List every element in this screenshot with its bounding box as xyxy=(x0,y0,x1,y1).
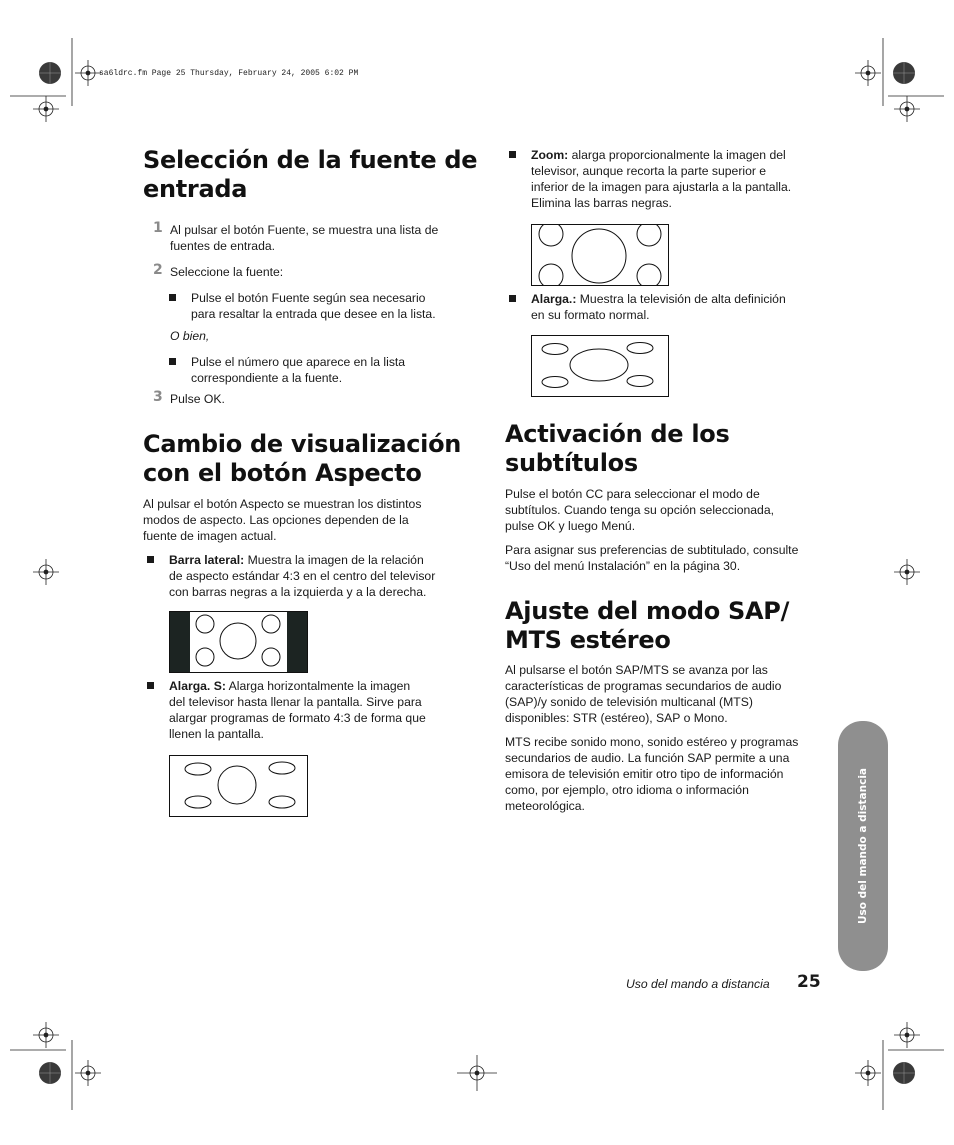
title-line: Activación de los xyxy=(505,420,730,448)
file-slug: sa6ldrc.fm Page 25 Thursday, February 24, 2005 6:02 PM xyxy=(99,69,359,78)
bullet-alarga xyxy=(531,291,786,323)
bullet-text: inferior de la imagen para ajustarla a la pantalla. xyxy=(531,180,792,194)
title-line: MTS estéreo xyxy=(505,626,671,654)
page-number: 25 xyxy=(797,972,821,992)
step-text: Pulse OK. xyxy=(170,392,225,406)
section-title-sap-mts xyxy=(505,597,789,655)
aspect-diagram-zoom xyxy=(531,224,669,286)
bullet-label: Zoom: xyxy=(531,148,569,162)
step-text: Seleccione la fuente: xyxy=(170,265,284,279)
title-line: con el botón Aspecto xyxy=(143,459,422,487)
bullet-alarga-s xyxy=(169,678,426,742)
paragraph-line: emisora de televisión emitir otro tipo de información xyxy=(505,767,784,781)
paragraph-line: subtítulos. Cuando tenga su opción seleccionada, xyxy=(505,503,774,517)
paragraph-line: (SAP)/y sonido de televisión multicanal (MTS) xyxy=(505,695,753,709)
paragraph-line: como, por ejemplo, otro idioma o información xyxy=(505,783,749,797)
title-line: Selección de la fuente de xyxy=(143,146,478,174)
bullet-zoom xyxy=(531,147,791,211)
paragraph-line: disponibles: STR (estéreo), SAP o Mono. xyxy=(505,711,728,725)
bullet-fuente xyxy=(191,290,436,322)
bullet-text: Muestra la televisión de alta definición xyxy=(576,292,786,306)
bullet-square xyxy=(147,682,154,689)
title-line: entrada xyxy=(143,175,248,203)
black-bar-left xyxy=(170,612,190,672)
bullet-square xyxy=(147,556,154,563)
bullet-label: Alarga.: xyxy=(531,292,577,306)
aspecto-intro xyxy=(143,496,421,544)
paragraph-line: modos de aspecto. Las opciones dependen de la xyxy=(143,513,409,527)
aspect-diagram-alarga xyxy=(531,335,669,397)
paragraph-line: Al pulsar el botón Aspecto se muestran los distintos xyxy=(143,497,422,511)
bullet-square xyxy=(509,151,516,158)
paragraph-line: secundarios de audio. La función SAP permite a una xyxy=(505,751,790,765)
step-number: 1 xyxy=(153,220,163,236)
step-3 xyxy=(153,389,225,407)
section-title-aspecto xyxy=(143,430,461,488)
bullet-text: Elimina las barras negras. xyxy=(531,196,672,210)
bullet-square xyxy=(169,294,176,301)
step-text: Al pulsar el botón Fuente, se muestra una lista de xyxy=(170,223,439,237)
paragraph-line: MTS recibe sonido mono, sonido estéreo y programas xyxy=(505,735,799,749)
step-1 xyxy=(153,220,439,254)
title-line: Cambio de visualización xyxy=(143,430,462,458)
bullet-text: de aspecto estándar 4:3 en el centro del televisor xyxy=(169,569,436,583)
or-text: O bien, xyxy=(170,329,210,343)
bullet-numero xyxy=(191,354,405,386)
paragraph-line: fuente de imagen actual. xyxy=(143,529,277,543)
title-line: subtítulos xyxy=(505,449,638,477)
bullet-square xyxy=(169,358,176,365)
bullet-square xyxy=(509,295,516,302)
bullet-text: del televisor hasta llenar la pantalla. Sirve para xyxy=(169,695,422,709)
paragraph-line: meteorológica. xyxy=(505,799,585,813)
step-number: 3 xyxy=(153,389,163,405)
subtitulos-paragraph-2 xyxy=(505,542,798,574)
bullet-text: llenen la pantalla. xyxy=(169,727,264,741)
bullet-text: Pulse el número que aparece en la lista xyxy=(191,355,406,369)
paragraph-line: Al pulsarse el botón SAP/MTS se avanza por las xyxy=(505,663,768,677)
bullet-label: Alarga. S: xyxy=(169,679,226,693)
sap-paragraph-1 xyxy=(505,662,781,726)
bullet-text: para resaltar la entrada que desee en la lista. xyxy=(191,307,436,321)
paragraph-line: Pulse el botón CC para seleccionar el modo de xyxy=(505,487,760,501)
bullet-barra-lateral xyxy=(169,552,435,600)
bullet-text: alarga proporcionalmente la imagen del xyxy=(568,148,786,162)
footer-chapter-title: Uso del mando a distancia xyxy=(626,977,770,991)
section-title-fuente xyxy=(143,146,477,204)
paragraph-line: pulse OK y luego Menú. xyxy=(505,519,636,533)
aspect-diagram-barra-lateral xyxy=(169,611,308,673)
bullet-text: televisor, aunque recorta la parte superior e xyxy=(531,164,767,178)
title-line: Ajuste del modo SAP/ xyxy=(505,597,790,625)
bullet-text: correspondiente a la fuente. xyxy=(191,371,343,385)
bullet-text: con barras negras a la izquierda y a la derecha. xyxy=(169,585,427,599)
step-2 xyxy=(153,262,284,280)
paragraph-line: Para asignar sus preferencias de subtitulado, consulte xyxy=(505,543,799,557)
black-bar-right xyxy=(287,612,307,672)
bullet-text: Muestra la imagen de la relación xyxy=(244,553,424,567)
step-number: 2 xyxy=(153,262,163,278)
bullet-label: Barra lateral: xyxy=(169,553,245,567)
bullet-text: Alarga horizontalmente la imagen xyxy=(225,679,411,693)
paragraph-line: “Uso del menú Instalación” en la página 30. xyxy=(505,559,741,573)
sap-paragraph-2 xyxy=(505,734,798,814)
bullet-text: en su formato normal. xyxy=(531,308,650,322)
section-title-subtitulos xyxy=(505,420,729,478)
bullet-text: Pulse el botón Fuente según sea necesario xyxy=(191,291,426,305)
paragraph-line: características de programas secundarios de audio xyxy=(505,679,782,693)
subtitulos-paragraph-1 xyxy=(505,486,774,534)
step-text: fuentes de entrada. xyxy=(170,239,276,253)
bullet-text: alargar programas de formato 4:3 de forma que xyxy=(169,711,426,725)
aspect-diagram-alarga-s xyxy=(169,755,308,817)
chapter-side-tab-label: Uso del mando a distancia xyxy=(857,767,869,925)
